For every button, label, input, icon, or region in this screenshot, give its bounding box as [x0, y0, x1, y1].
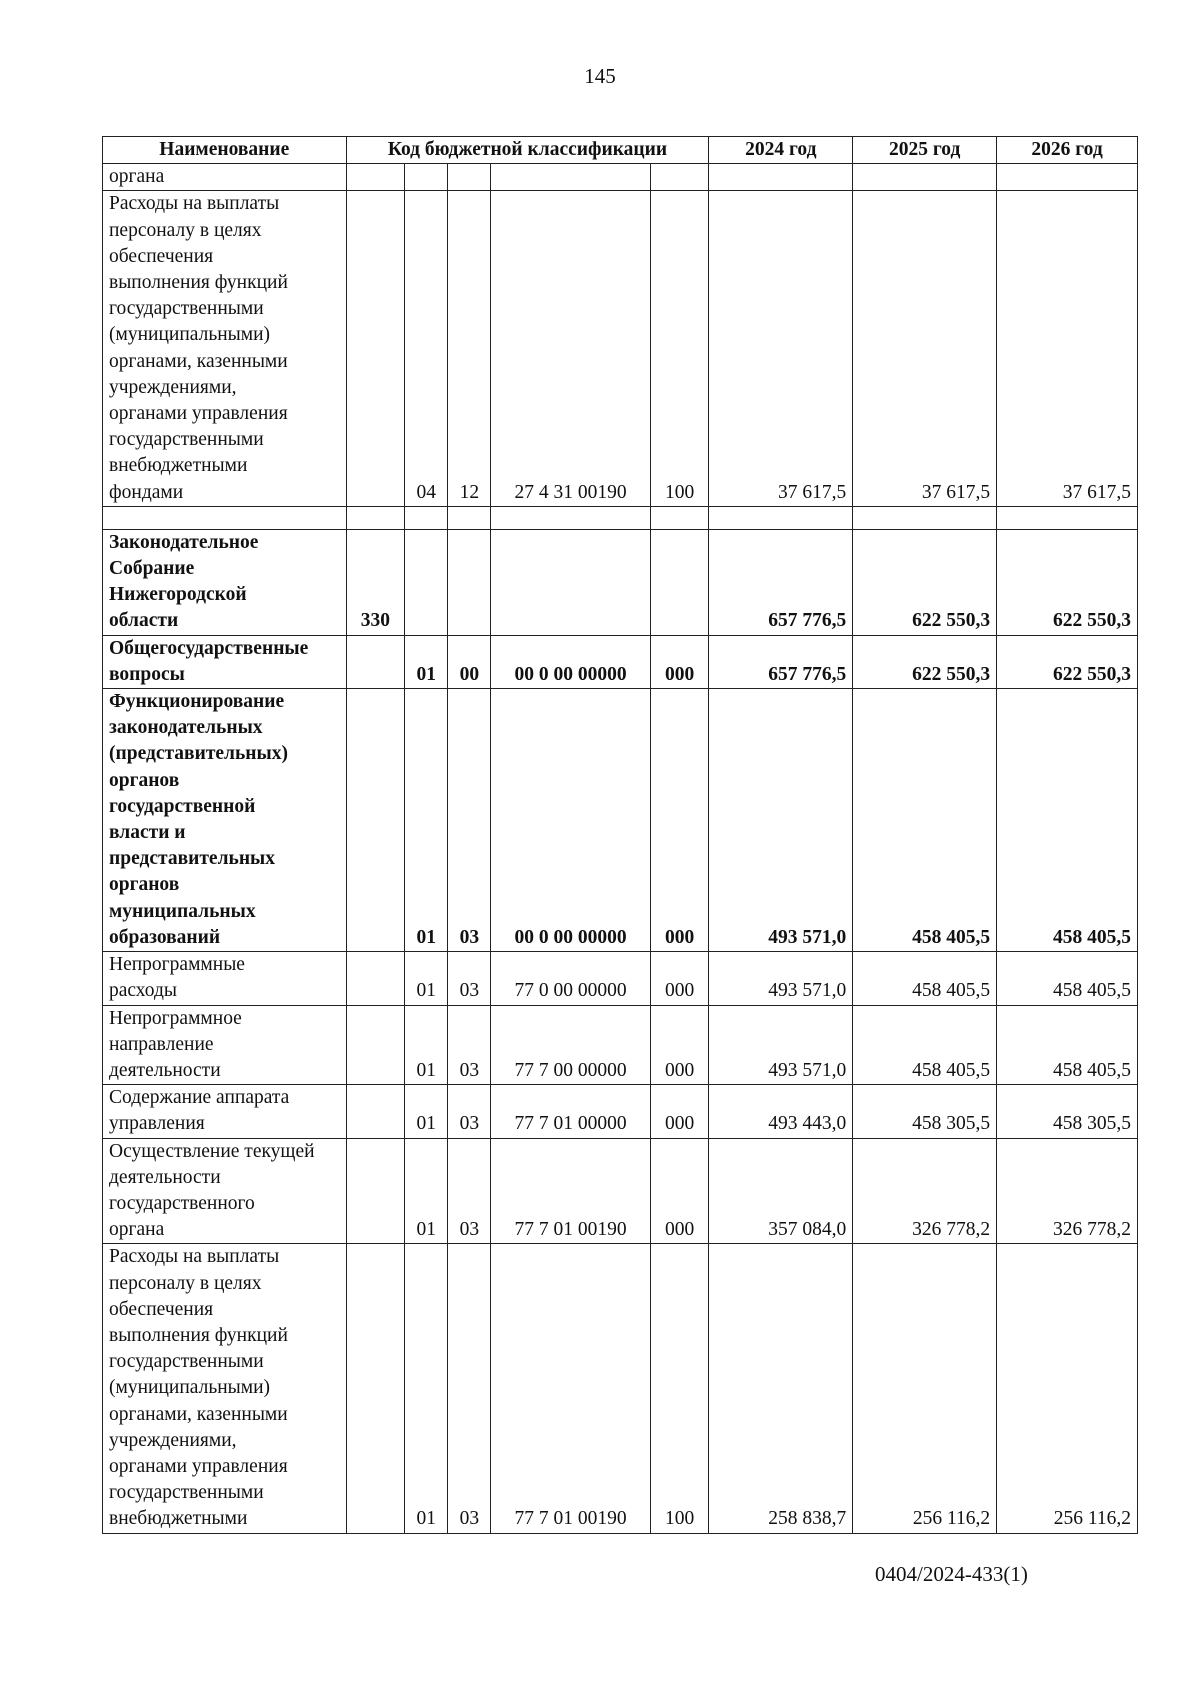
- value-2025: 622 550,3: [853, 529, 997, 635]
- budget-table: [102, 136, 1138, 1534]
- admin-code: [346, 1244, 405, 1533]
- row-name: Содержание аппарата управления: [103, 1085, 347, 1138]
- value-2026: 37 617,5: [997, 191, 1138, 506]
- value-2025: 458 405,5: [853, 689, 997, 952]
- table-row: [103, 506, 1138, 529]
- page-number: 145: [584, 64, 616, 88]
- row-name: Законодательное Собрание Нижегородской области: [103, 529, 347, 635]
- article-code: 77 0 00 00000: [491, 952, 650, 1005]
- subsection-code: 03: [448, 952, 491, 1005]
- table-row: [103, 529, 1138, 635]
- subsection-code: 00: [448, 635, 491, 688]
- header-2024: 2024 год: [709, 137, 853, 164]
- value-2024: 37 617,5: [709, 191, 853, 506]
- subsection-code: 12: [448, 191, 491, 506]
- value-2024: 657 776,5: [709, 529, 853, 635]
- header-2026: 2026 год: [997, 137, 1138, 164]
- subsection-code: [448, 529, 491, 635]
- section-code: [405, 529, 448, 635]
- admin-code: [346, 689, 405, 952]
- value-2026: 622 550,3: [997, 635, 1138, 688]
- value-2025: 458 405,5: [853, 1005, 997, 1085]
- row-name: Непрограммное направление деятельности: [103, 1005, 347, 1085]
- expense-code: 100: [650, 1244, 709, 1533]
- value-2026: 458 405,5: [997, 1005, 1138, 1085]
- value-2024: 657 776,5: [709, 635, 853, 688]
- admin-code: [346, 506, 405, 529]
- value-2024: 493 443,0: [709, 1085, 853, 1138]
- expense-code: 000: [650, 1085, 709, 1138]
- value-2024: [709, 164, 853, 191]
- value-2024: 493 571,0: [709, 1005, 853, 1085]
- row-name: Расходы на выплаты персоналу в целях обеспечения выполнения функций государственными (муниципальными) органами, казенными учреждениями, органами управления государственными внебюджетными: [103, 1244, 347, 1533]
- table-header-row: [103, 137, 1138, 164]
- article-code: 77 7 01 00190: [491, 1244, 650, 1533]
- table-row: [103, 635, 1138, 688]
- value-2026: 458 405,5: [997, 689, 1138, 952]
- value-2025: 622 550,3: [853, 635, 997, 688]
- value-2026: 622 550,3: [997, 529, 1138, 635]
- row-name: органа: [103, 164, 347, 191]
- section-code: 01: [405, 1085, 448, 1138]
- value-2026: [997, 506, 1138, 529]
- admin-code: [346, 1138, 405, 1244]
- row-name: [103, 506, 347, 529]
- subsection-code: 03: [448, 1005, 491, 1085]
- article-code: 77 7 01 00190: [491, 1138, 650, 1244]
- row-name: Осуществление текущей деятельности государственного органа: [103, 1138, 347, 1244]
- subsection-code: 03: [448, 1085, 491, 1138]
- value-2026: 458 305,5: [997, 1085, 1138, 1138]
- row-name: Расходы на выплаты персоналу в целях обеспечения выполнения функций государственными (муниципальными) органами, казенными учреждениями, органами управления государственными внебюджетными фондами: [103, 191, 347, 506]
- expense-code: 000: [650, 1138, 709, 1244]
- subsection-code: [448, 164, 491, 191]
- value-2026: 326 778,2: [997, 1138, 1138, 1244]
- admin-code: [346, 1085, 405, 1138]
- admin-code: [346, 191, 405, 506]
- subsection-code: [448, 506, 491, 529]
- admin-code: [346, 1005, 405, 1085]
- header-2025: 2025 год: [853, 137, 997, 164]
- value-2026: [997, 164, 1138, 191]
- admin-code: [346, 164, 405, 191]
- table-row: [103, 1005, 1138, 1085]
- header-name: Наименование: [103, 137, 347, 164]
- value-2025: 326 778,2: [853, 1138, 997, 1244]
- admin-code: [346, 952, 405, 1005]
- value-2026: 256 116,2: [997, 1244, 1138, 1533]
- section-code: 01: [405, 635, 448, 688]
- value-2024: 493 571,0: [709, 689, 853, 952]
- section-code: 01: [405, 1138, 448, 1244]
- table-row: [103, 1244, 1138, 1533]
- article-code: [491, 164, 650, 191]
- article-code: [491, 529, 650, 635]
- expense-code: 000: [650, 1005, 709, 1085]
- subsection-code: 03: [448, 689, 491, 952]
- header-code: Код бюджетной классификации: [346, 137, 709, 164]
- expense-code: [650, 506, 709, 529]
- document-code: 0404/2024-433(1): [875, 1562, 1028, 1586]
- article-code: 27 4 31 00190: [491, 191, 650, 506]
- table-row: [103, 1138, 1138, 1244]
- section-code: 01: [405, 1244, 448, 1533]
- value-2025: 458 305,5: [853, 1085, 997, 1138]
- expense-code: 000: [650, 952, 709, 1005]
- value-2024: 357 084,0: [709, 1138, 853, 1244]
- table-row: [103, 164, 1138, 191]
- subsection-code: 03: [448, 1138, 491, 1244]
- section-code: 01: [405, 689, 448, 952]
- section-code: 01: [405, 1005, 448, 1085]
- value-2024: 493 571,0: [709, 952, 853, 1005]
- subsection-code: 03: [448, 1244, 491, 1533]
- expense-code: 100: [650, 191, 709, 506]
- value-2026: 458 405,5: [997, 952, 1138, 1005]
- value-2025: 37 617,5: [853, 191, 997, 506]
- section-code: [405, 506, 448, 529]
- value-2024: [709, 506, 853, 529]
- table-row: [103, 689, 1138, 952]
- article-code: 00 0 00 00000: [491, 635, 650, 688]
- value-2025: [853, 164, 997, 191]
- table-row: [103, 952, 1138, 1005]
- table-row: [103, 191, 1138, 506]
- value-2025: [853, 506, 997, 529]
- article-code: 77 7 00 00000: [491, 1005, 650, 1085]
- row-name: Функционирование законодательных (представительных) органов государственной власти и представительных органов муниципальных образований: [103, 689, 347, 952]
- row-name: Непрограммные расходы: [103, 952, 347, 1005]
- value-2024: 258 838,7: [709, 1244, 853, 1533]
- section-code: [405, 164, 448, 191]
- expense-code: [650, 529, 709, 635]
- article-code: [491, 506, 650, 529]
- expense-code: 000: [650, 635, 709, 688]
- section-code: 04: [405, 191, 448, 506]
- article-code: 00 0 00 00000: [491, 689, 650, 952]
- article-code: 77 7 01 00000: [491, 1085, 650, 1138]
- table-row: [103, 1085, 1138, 1138]
- value-2025: 458 405,5: [853, 952, 997, 1005]
- admin-code: [346, 635, 405, 688]
- expense-code: [650, 164, 709, 191]
- admin-code: 330: [346, 529, 405, 635]
- expense-code: 000: [650, 689, 709, 952]
- section-code: 01: [405, 952, 448, 1005]
- row-name: Общегосударственные вопросы: [103, 635, 347, 688]
- value-2025: 256 116,2: [853, 1244, 997, 1533]
- table-body: [103, 164, 1138, 1533]
